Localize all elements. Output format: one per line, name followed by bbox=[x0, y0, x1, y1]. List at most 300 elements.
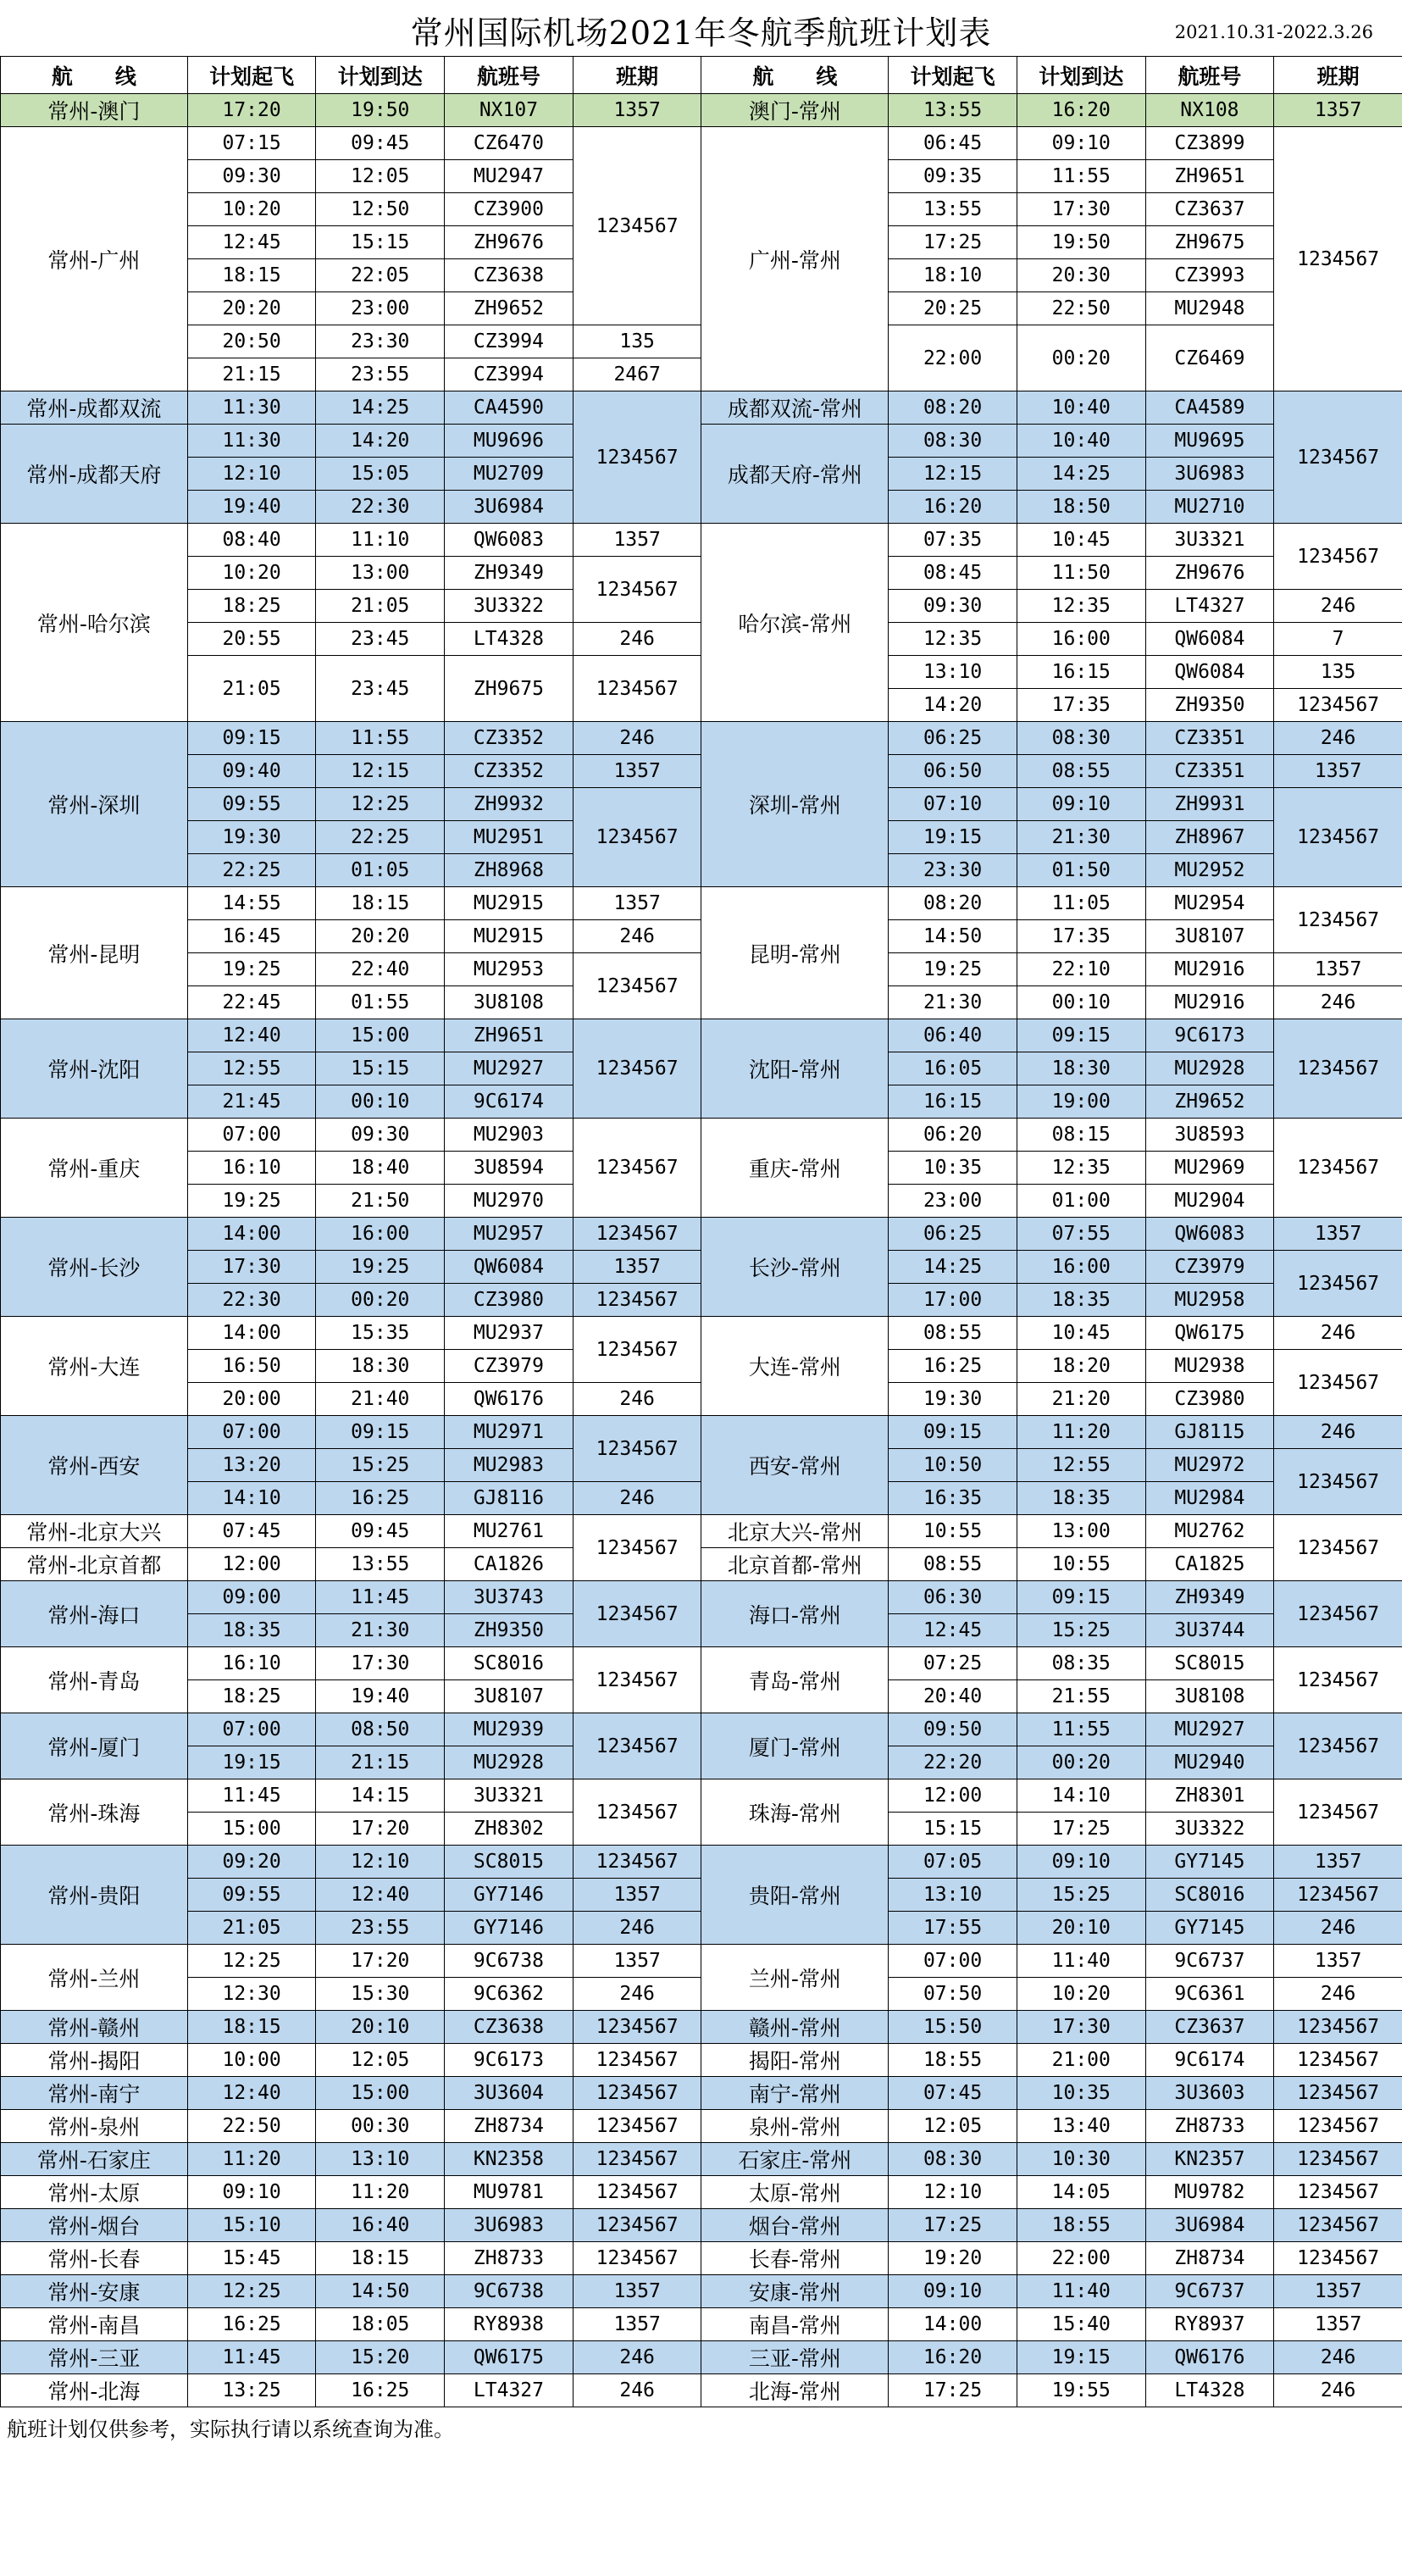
arr-time-in: 20:30 bbox=[1017, 259, 1145, 292]
route-out: 常州-长沙 bbox=[1, 1218, 188, 1317]
arr-time-out: 16:00 bbox=[316, 1218, 445, 1251]
arr-time-in: 08:30 bbox=[1017, 722, 1145, 755]
arr-time-in: 12:55 bbox=[1017, 1449, 1145, 1482]
arr-time-out: 12:40 bbox=[316, 1879, 445, 1912]
route-out: 常州-珠海 bbox=[1, 1779, 188, 1846]
route-in: 南宁-常州 bbox=[701, 2077, 889, 2110]
dep-time-in: 13:10 bbox=[889, 656, 1017, 689]
flight-no-in: GJ8115 bbox=[1145, 1416, 1274, 1449]
route-out: 常州-北京大兴 bbox=[1, 1515, 188, 1548]
route-out: 常州-安康 bbox=[1, 2275, 188, 2308]
dep-time-out: 07:00 bbox=[187, 1416, 316, 1449]
days-out: 1234567 bbox=[573, 391, 701, 524]
days-out: 1234567 bbox=[573, 1317, 701, 1383]
route-in: 澳门-常州 bbox=[701, 94, 889, 127]
flight-row bbox=[1, 1218, 1402, 1251]
arr-time-in: 12:35 bbox=[1017, 590, 1145, 623]
arr-time-in: 18:50 bbox=[1017, 491, 1145, 524]
days-out: 1234567 bbox=[573, 2242, 701, 2275]
dep-time-in: 15:15 bbox=[889, 1813, 1017, 1846]
arr-time-in: 01:00 bbox=[1017, 1185, 1145, 1218]
flight-no-out: MU2957 bbox=[445, 1218, 574, 1251]
arr-time-out: 09:45 bbox=[316, 127, 445, 160]
arr-time-in: 19:55 bbox=[1017, 2374, 1145, 2407]
days-out: 1234567 bbox=[573, 1647, 701, 1713]
route-out: 常州-石家庄 bbox=[1, 2143, 188, 2176]
flight-row bbox=[1, 325, 1402, 358]
route-in: 哈尔滨-常州 bbox=[701, 524, 889, 722]
arr-time-out: 13:00 bbox=[316, 557, 445, 590]
header-flight-no-in: 航班号 bbox=[1145, 57, 1274, 94]
days-in: 1234567 bbox=[1274, 1251, 1402, 1317]
flight-no-out: MU2951 bbox=[445, 821, 574, 854]
flight-row bbox=[1, 1647, 1402, 1680]
dep-time-out: 12:25 bbox=[187, 2275, 316, 2308]
dep-time-in: 22:20 bbox=[889, 1746, 1017, 1779]
flight-no-in: MU2969 bbox=[1145, 1152, 1274, 1185]
arr-time-out: 17:20 bbox=[316, 1945, 445, 1978]
arr-time-in: 11:40 bbox=[1017, 2275, 1145, 2308]
flight-row bbox=[1, 2143, 1402, 2176]
flight-no-out: 3U3743 bbox=[445, 1581, 574, 1614]
dep-time-out: 20:00 bbox=[187, 1383, 316, 1416]
arr-time-out: 15:00 bbox=[316, 2077, 445, 2110]
header-arr-time-out: 计划到达 bbox=[316, 57, 445, 94]
arr-time-in: 15:40 bbox=[1017, 2308, 1145, 2341]
flight-no-out: MU2939 bbox=[445, 1713, 574, 1746]
arr-time-in: 11:55 bbox=[1017, 1713, 1145, 1746]
flight-row bbox=[1, 425, 1402, 458]
arr-time-in: 22:10 bbox=[1017, 953, 1145, 986]
flight-no-out: NX107 bbox=[445, 94, 574, 127]
arr-time-in: 09:15 bbox=[1017, 1019, 1145, 1052]
route-out: 常州-西安 bbox=[1, 1416, 188, 1515]
arr-time-out: 13:55 bbox=[316, 1548, 445, 1581]
flight-no-in: 3U6983 bbox=[1145, 458, 1274, 491]
days-in: 1234567 bbox=[1274, 2044, 1402, 2077]
arr-time-out: 23:45 bbox=[316, 623, 445, 656]
arr-time-in: 18:35 bbox=[1017, 1284, 1145, 1317]
flight-no-in: 9C6361 bbox=[1145, 1978, 1274, 2011]
arr-time-out: 09:45 bbox=[316, 1515, 445, 1548]
days-in: 1234567 bbox=[1274, 1647, 1402, 1713]
days-out: 1234567 bbox=[573, 2044, 701, 2077]
days-out: 1234567 bbox=[573, 1218, 701, 1251]
flight-no-out: QW6176 bbox=[445, 1383, 574, 1416]
arr-time-out: 00:10 bbox=[316, 1085, 445, 1119]
arr-time-out: 16:25 bbox=[316, 2374, 445, 2407]
dep-time-in: 08:30 bbox=[889, 425, 1017, 458]
dep-time-in: 07:35 bbox=[889, 524, 1017, 557]
dep-time-in: 12:10 bbox=[889, 2176, 1017, 2209]
days-out: 1234567 bbox=[573, 1581, 701, 1647]
days-in: 1234567 bbox=[1274, 689, 1402, 722]
flight-no-in: ZH9350 bbox=[1145, 689, 1274, 722]
days-out: 1234567 bbox=[573, 2011, 701, 2044]
dep-time-out: 08:40 bbox=[187, 524, 316, 557]
page-title: 常州国际机场2021年冬航季航班计划表 bbox=[410, 14, 992, 52]
flight-no-in: 9C6174 bbox=[1145, 2044, 1274, 2077]
days-out: 1357 bbox=[573, 524, 701, 557]
flight-no-in: MU2952 bbox=[1145, 854, 1274, 887]
dep-time-in: 06:25 bbox=[889, 722, 1017, 755]
arr-time-in: 18:20 bbox=[1017, 1350, 1145, 1383]
dep-time-out: 21:05 bbox=[187, 656, 316, 722]
flight-no-in: CZ3351 bbox=[1145, 722, 1274, 755]
flight-no-in: CZ3980 bbox=[1145, 1383, 1274, 1416]
route-in: 重庆-常州 bbox=[701, 1119, 889, 1218]
arr-time-in: 22:00 bbox=[1017, 2242, 1145, 2275]
arr-time-in: 11:20 bbox=[1017, 1416, 1145, 1449]
flight-no-out: ZH9652 bbox=[445, 292, 574, 325]
days-in: 1234567 bbox=[1274, 1779, 1402, 1846]
flight-no-in: ZH8301 bbox=[1145, 1779, 1274, 1813]
flight-schedule-table bbox=[0, 56, 1402, 2407]
arr-time-in: 08:55 bbox=[1017, 755, 1145, 788]
route-in: 石家庄-常州 bbox=[701, 2143, 889, 2176]
flight-no-in: 3U3744 bbox=[1145, 1614, 1274, 1647]
header-dep-time-in: 计划起飞 bbox=[889, 57, 1017, 94]
dep-time-in: 16:20 bbox=[889, 491, 1017, 524]
flight-row bbox=[1, 755, 1402, 788]
dep-time-in: 08:55 bbox=[889, 1317, 1017, 1350]
dep-time-in: 17:25 bbox=[889, 2209, 1017, 2242]
dep-time-out: 12:25 bbox=[187, 1945, 316, 1978]
route-out: 常州-深圳 bbox=[1, 722, 188, 887]
flight-no-out: RY8938 bbox=[445, 2308, 574, 2341]
dep-time-out: 14:10 bbox=[187, 1482, 316, 1515]
arr-time-out: 11:20 bbox=[316, 2176, 445, 2209]
flight-no-out: MU2903 bbox=[445, 1119, 574, 1152]
flight-no-out: GJ8116 bbox=[445, 1482, 574, 1515]
dep-time-in: 14:00 bbox=[889, 2308, 1017, 2341]
dep-time-in: 19:20 bbox=[889, 2242, 1017, 2275]
arr-time-out: 12:10 bbox=[316, 1846, 445, 1879]
arr-time-out: 15:05 bbox=[316, 458, 445, 491]
dep-time-in: 10:35 bbox=[889, 1152, 1017, 1185]
route-in: 珠海-常州 bbox=[701, 1779, 889, 1846]
dep-time-out: 20:55 bbox=[187, 623, 316, 656]
flight-no-in: CZ3979 bbox=[1145, 1251, 1274, 1284]
route-in: 三亚-常州 bbox=[701, 2341, 889, 2374]
route-in: 贵阳-常州 bbox=[701, 1846, 889, 1945]
route-out: 常州-泉州 bbox=[1, 2110, 188, 2143]
route-in: 长春-常州 bbox=[701, 2242, 889, 2275]
dep-time-out: 12:00 bbox=[187, 1548, 316, 1581]
flight-row bbox=[1, 1713, 1402, 1746]
flight-no-out: LT4327 bbox=[445, 2374, 574, 2407]
flight-row bbox=[1, 1879, 1402, 1912]
route-in: 大连-常州 bbox=[701, 1317, 889, 1416]
header-route-in: 航 线 bbox=[701, 57, 889, 94]
flight-no-in: 9C6173 bbox=[1145, 1019, 1274, 1052]
flight-no-in: MU2916 bbox=[1145, 986, 1274, 1019]
days-in: 1234567 bbox=[1274, 2176, 1402, 2209]
route-out: 常州-北海 bbox=[1, 2374, 188, 2407]
schedule-period: 2021.10.31-2022.3.26 bbox=[1174, 22, 1373, 42]
route-out: 常州-北京首都 bbox=[1, 1548, 188, 1581]
dep-time-in: 14:25 bbox=[889, 1251, 1017, 1284]
arr-time-out: 19:40 bbox=[316, 1680, 445, 1713]
days-in: 246 bbox=[1274, 986, 1402, 1019]
flight-no-out: CZ3352 bbox=[445, 755, 574, 788]
route-in: 泉州-常州 bbox=[701, 2110, 889, 2143]
flight-no-out: CZ3994 bbox=[445, 325, 574, 358]
dep-time-in: 20:40 bbox=[889, 1680, 1017, 1713]
arr-time-out: 15:15 bbox=[316, 1052, 445, 1085]
dep-time-in: 06:50 bbox=[889, 755, 1017, 788]
days-in: 1234567 bbox=[1274, 391, 1402, 524]
flight-no-out: MU2928 bbox=[445, 1746, 574, 1779]
flight-no-out: MU2709 bbox=[445, 458, 574, 491]
flight-no-in: MU2938 bbox=[1145, 1350, 1274, 1383]
arr-time-in: 10:45 bbox=[1017, 1317, 1145, 1350]
dep-time-out: 09:15 bbox=[187, 722, 316, 755]
arr-time-out: 19:50 bbox=[316, 94, 445, 127]
flight-no-out: QW6175 bbox=[445, 2341, 574, 2374]
route-in: 青岛-常州 bbox=[701, 1647, 889, 1713]
flight-no-in: MU2984 bbox=[1145, 1482, 1274, 1515]
dep-time-in: 08:55 bbox=[889, 1548, 1017, 1581]
dep-time-in: 07:00 bbox=[889, 1945, 1017, 1978]
route-in: 海口-常州 bbox=[701, 1581, 889, 1647]
arr-time-in: 15:25 bbox=[1017, 1879, 1145, 1912]
days-out: 1357 bbox=[573, 94, 701, 127]
flight-no-out: 3U3604 bbox=[445, 2077, 574, 2110]
dep-time-out: 12:40 bbox=[187, 2077, 316, 2110]
days-out: 1234567 bbox=[573, 557, 701, 623]
flight-no-out: 3U3321 bbox=[445, 1779, 574, 1813]
days-out: 246 bbox=[573, 722, 701, 755]
days-in: 1234567 bbox=[1274, 1350, 1402, 1416]
days-out: 246 bbox=[573, 2374, 701, 2407]
arr-time-in: 10:30 bbox=[1017, 2143, 1145, 2176]
days-out: 246 bbox=[573, 1912, 701, 1945]
days-out: 1234567 bbox=[573, 2176, 701, 2209]
arr-time-out: 20:20 bbox=[316, 920, 445, 953]
dep-time-in: 06:45 bbox=[889, 127, 1017, 160]
dep-time-out: 17:30 bbox=[187, 1251, 316, 1284]
dep-time-in: 09:30 bbox=[889, 590, 1017, 623]
arr-time-out: 15:25 bbox=[316, 1449, 445, 1482]
route-in: 兰州-常州 bbox=[701, 1945, 889, 2011]
dep-time-in: 08:45 bbox=[889, 557, 1017, 590]
days-in: 1234567 bbox=[1274, 2011, 1402, 2044]
flight-no-out: MU2983 bbox=[445, 1449, 574, 1482]
flight-row bbox=[1, 623, 1402, 656]
dep-time-out: 09:55 bbox=[187, 788, 316, 821]
header-days-out: 班期 bbox=[573, 57, 701, 94]
route-out: 常州-广州 bbox=[1, 127, 188, 391]
dep-time-out: 22:45 bbox=[187, 986, 316, 1019]
dep-time-out: 10:20 bbox=[187, 193, 316, 226]
arr-time-out: 18:15 bbox=[316, 2242, 445, 2275]
arr-time-out: 11:10 bbox=[316, 524, 445, 557]
flight-no-out: MU2947 bbox=[445, 160, 574, 193]
flight-no-in: ZH9676 bbox=[1145, 557, 1274, 590]
flight-no-out: MU9781 bbox=[445, 2176, 574, 2209]
flight-no-out: ZH8968 bbox=[445, 854, 574, 887]
days-in: 1234567 bbox=[1274, 1019, 1402, 1119]
arr-time-out: 18:05 bbox=[316, 2308, 445, 2341]
dep-time-in: 09:10 bbox=[889, 2275, 1017, 2308]
days-in: 1234567 bbox=[1274, 2242, 1402, 2275]
arr-time-out: 12:05 bbox=[316, 2044, 445, 2077]
days-out: 1234567 bbox=[573, 1779, 701, 1846]
dep-time-in: 12:45 bbox=[889, 1614, 1017, 1647]
dep-time-in: 19:25 bbox=[889, 953, 1017, 986]
flight-no-in: QW6176 bbox=[1145, 2341, 1274, 2374]
flight-row bbox=[1, 722, 1402, 755]
dep-time-out: 15:10 bbox=[187, 2209, 316, 2242]
arr-time-out: 12:50 bbox=[316, 193, 445, 226]
flight-row bbox=[1, 656, 1402, 689]
header-route-out: 航 线 bbox=[1, 57, 188, 94]
route-in: 南昌-常州 bbox=[701, 2308, 889, 2341]
flight-no-out: ZH8302 bbox=[445, 1813, 574, 1846]
arr-time-out: 19:25 bbox=[316, 1251, 445, 1284]
arr-time-out: 00:30 bbox=[316, 2110, 445, 2143]
arr-time-out: 14:20 bbox=[316, 425, 445, 458]
dep-time-out: 16:10 bbox=[187, 1152, 316, 1185]
arr-time-in: 17:35 bbox=[1017, 920, 1145, 953]
flight-no-out: 9C6738 bbox=[445, 1945, 574, 1978]
dep-time-in: 17:25 bbox=[889, 226, 1017, 259]
route-out: 常州-三亚 bbox=[1, 2341, 188, 2374]
dep-time-out: 21:05 bbox=[187, 1912, 316, 1945]
route-out: 常州-揭阳 bbox=[1, 2044, 188, 2077]
days-in: 1357 bbox=[1274, 755, 1402, 788]
dep-time-out: 11:45 bbox=[187, 2341, 316, 2374]
days-in: 1234567 bbox=[1274, 1449, 1402, 1515]
arr-time-in: 10:40 bbox=[1017, 425, 1145, 458]
flight-no-out: ZH9932 bbox=[445, 788, 574, 821]
flight-row bbox=[1, 2011, 1402, 2044]
flight-no-in: 3U3322 bbox=[1145, 1813, 1274, 1846]
dep-time-out: 11:45 bbox=[187, 1779, 316, 1813]
arr-time-in: 17:25 bbox=[1017, 1813, 1145, 1846]
arr-time-out: 09:30 bbox=[316, 1119, 445, 1152]
dep-time-out: 19:15 bbox=[187, 1746, 316, 1779]
days-out: 246 bbox=[573, 1482, 701, 1515]
arr-time-out: 21:30 bbox=[316, 1614, 445, 1647]
flight-row bbox=[1, 2077, 1402, 2110]
dep-time-out: 13:25 bbox=[187, 2374, 316, 2407]
arr-time-out: 21:15 bbox=[316, 1746, 445, 1779]
dep-time-out: 13:20 bbox=[187, 1449, 316, 1482]
flight-no-out: 9C6173 bbox=[445, 2044, 574, 2077]
flight-row bbox=[1, 1978, 1402, 2011]
flight-no-out: ZH8733 bbox=[445, 2242, 574, 2275]
arr-time-out: 18:30 bbox=[316, 1350, 445, 1383]
days-out: 246 bbox=[573, 1383, 701, 1416]
arr-time-in: 14:05 bbox=[1017, 2176, 1145, 2209]
flight-no-out: CZ3638 bbox=[445, 259, 574, 292]
dep-time-out: 21:15 bbox=[187, 358, 316, 391]
arr-time-in: 07:55 bbox=[1017, 1218, 1145, 1251]
arr-time-out: 22:30 bbox=[316, 491, 445, 524]
route-out: 常州-南宁 bbox=[1, 2077, 188, 2110]
dep-time-in: 10:55 bbox=[889, 1515, 1017, 1548]
header-arr-time-in: 计划到达 bbox=[1017, 57, 1145, 94]
flight-no-in: MU2928 bbox=[1145, 1052, 1274, 1085]
footnote: 航班计划仅供参考，实际执行请以系统查询为准。 bbox=[7, 2418, 454, 2441]
flight-no-out: MU2971 bbox=[445, 1416, 574, 1449]
arr-time-out: 08:50 bbox=[316, 1713, 445, 1746]
flight-no-out: CA4590 bbox=[445, 391, 574, 425]
arr-time-in: 08:35 bbox=[1017, 1647, 1145, 1680]
flight-no-in: MU2710 bbox=[1145, 491, 1274, 524]
days-in: 1234567 bbox=[1274, 1581, 1402, 1647]
flight-no-out: ZH8734 bbox=[445, 2110, 574, 2143]
dep-time-out: 16:10 bbox=[187, 1647, 316, 1680]
dep-time-in: 09:15 bbox=[889, 1416, 1017, 1449]
flight-no-out: SC8016 bbox=[445, 1647, 574, 1680]
flight-row bbox=[1, 94, 1402, 127]
flight-no-out: 9C6174 bbox=[445, 1085, 574, 1119]
days-out: 1234567 bbox=[573, 656, 701, 722]
dep-time-in: 12:35 bbox=[889, 623, 1017, 656]
flight-no-in: MU2904 bbox=[1145, 1185, 1274, 1218]
days-in: 1357 bbox=[1274, 1945, 1402, 1978]
days-in: 1234567 bbox=[1274, 1119, 1402, 1218]
arr-time-in: 10:55 bbox=[1017, 1548, 1145, 1581]
days-out: 1234567 bbox=[573, 2077, 701, 2110]
arr-time-out: 15:15 bbox=[316, 226, 445, 259]
flight-no-in: 3U8593 bbox=[1145, 1119, 1274, 1152]
dep-time-out: 19:25 bbox=[187, 1185, 316, 1218]
dep-time-in: 07:50 bbox=[889, 1978, 1017, 2011]
dep-time-in: 19:30 bbox=[889, 1383, 1017, 1416]
days-out: 1234567 bbox=[573, 1515, 701, 1581]
flight-no-out: KN2358 bbox=[445, 2143, 574, 2176]
flight-row bbox=[1, 1284, 1402, 1317]
days-in: 1234567 bbox=[1274, 2077, 1402, 2110]
route-in: 成都双流-常州 bbox=[701, 391, 889, 425]
flight-no-in: ZH9651 bbox=[1145, 160, 1274, 193]
dep-time-out: 14:00 bbox=[187, 1218, 316, 1251]
days-out: 1234567 bbox=[573, 788, 701, 887]
route-in: 太原-常州 bbox=[701, 2176, 889, 2209]
route-in: 烟台-常州 bbox=[701, 2209, 889, 2242]
route-out: 常州-南昌 bbox=[1, 2308, 188, 2341]
days-out: 1234567 bbox=[573, 2209, 701, 2242]
dep-time-in: 17:55 bbox=[889, 1912, 1017, 1945]
flight-row bbox=[1, 1482, 1402, 1515]
route-out: 常州-长春 bbox=[1, 2242, 188, 2275]
flight-no-in: CA4589 bbox=[1145, 391, 1274, 425]
arr-time-in: 18:30 bbox=[1017, 1052, 1145, 1085]
dep-time-in: 12:15 bbox=[889, 458, 1017, 491]
dep-time-out: 14:55 bbox=[187, 887, 316, 920]
flight-row bbox=[1, 2176, 1402, 2209]
dep-time-out: 20:20 bbox=[187, 292, 316, 325]
days-out: 1234567 bbox=[573, 1713, 701, 1779]
days-in: 1234567 bbox=[1274, 1879, 1402, 1912]
flight-row bbox=[1, 1119, 1402, 1152]
dep-time-in: 08:20 bbox=[889, 887, 1017, 920]
route-in: 北京首都-常州 bbox=[701, 1548, 889, 1581]
days-in: 1234567 bbox=[1274, 1515, 1402, 1581]
flight-no-in: MU9695 bbox=[1145, 425, 1274, 458]
flight-row bbox=[1, 920, 1402, 953]
days-in: 246 bbox=[1274, 1317, 1402, 1350]
flight-no-in: MU2916 bbox=[1145, 953, 1274, 986]
flight-row bbox=[1, 887, 1402, 920]
days-in: 246 bbox=[1274, 590, 1402, 623]
dep-time-out: 19:30 bbox=[187, 821, 316, 854]
arr-time-out: 01:05 bbox=[316, 854, 445, 887]
